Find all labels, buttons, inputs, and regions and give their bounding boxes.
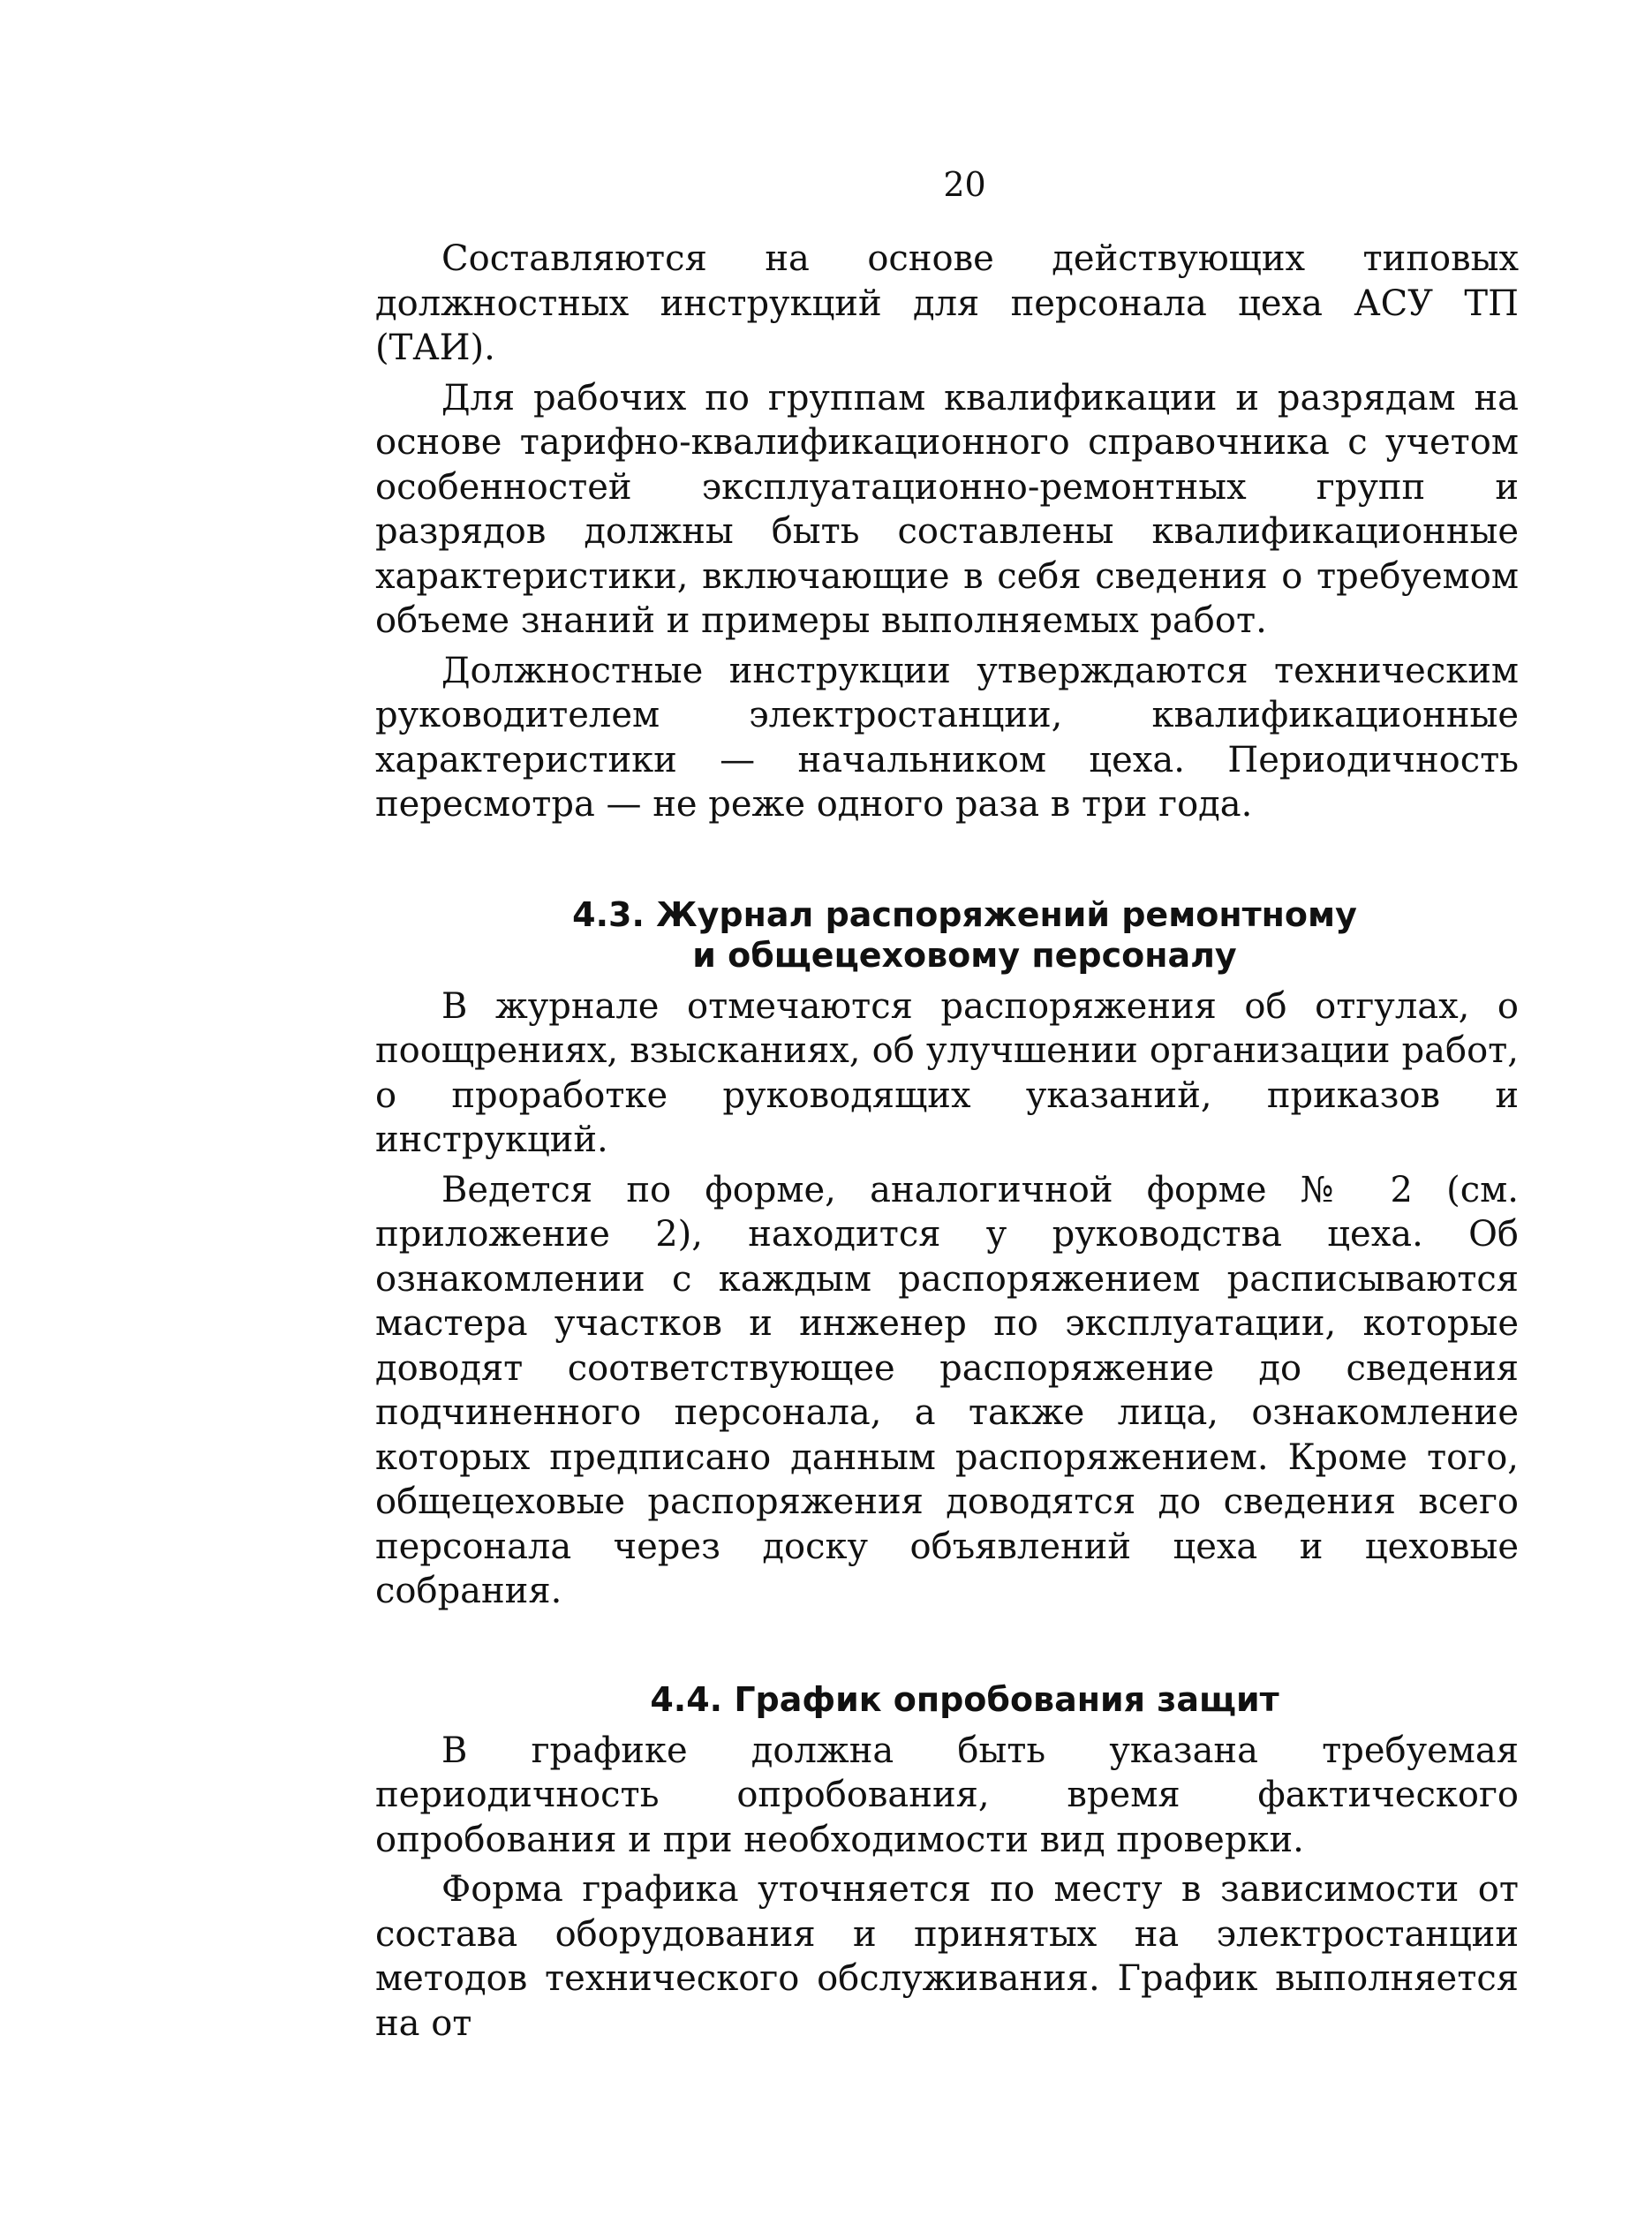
section-spacer [375, 833, 1519, 894]
section-4-4 [375, 1679, 1519, 2047]
paragraph: В журнале отмечаются распоряжения об отгулах, о поощрениях, взысканиях, об улучшении организации работ, о проработке руководящих указаний, приказов и инструкций. [375, 985, 1519, 1160]
heading-line: 4.4. График опробования защит [650, 1679, 1279, 1719]
document-page [375, 150, 1519, 2051]
section-heading-4-3 [375, 894, 1519, 976]
paragraph: В графике должна быть указана требуемая периодичность опробования, время фактического опробования и при необходимости вид проверки. [375, 1730, 1519, 1860]
paragraph: Для рабочих по группам квалификации и разрядам на основе тарифно-квалификационного справочника с учетом особенностей эксплуатационно-ремонтных групп и разрядов должны быть составлены квалификационные характеристики, включающие в себя сведения о требуемом объеме знаний и примеры выполняемых работ. [375, 377, 1519, 641]
section-4-3 [375, 894, 1519, 1614]
page-number: 20 [943, 165, 986, 204]
paragraph: Составляются на основе действующих типовых должностных инструкций для персонала цеха АСУ ТП (ТАИ). [375, 238, 1519, 368]
paragraph: Должностные инструкции утверждаются техническим руководителем электростанции, квалификационные характеристики — начальником цеха. Периодичность пересмотра — не реже одного раза в три года. [375, 650, 1519, 825]
paragraph: Ведется по форме, аналогичной форме № 2 (см. приложение 2), находится у руководства цеха. Об ознакомлении с каждым распоряжением расписываются мастера участков и инженер по эксплуатации, которые доводят соответствующее распоряжение до сведения подчиненного персонала, а также лица, ознакомление которых предписано данным распоряжением. Кроме того, общецеховые распоряжения доводятся до сведения всего персонала через доску объявлений цеха и цеховые собрания. [375, 1169, 1519, 1611]
section-spacer [375, 1619, 1519, 1679]
intro-section [375, 237, 1519, 827]
section-heading-4-4 [375, 1679, 1519, 1720]
heading-line: 4.3. Журнал распоряжений ремонтному [572, 894, 1357, 934]
paragraph: Форма графика уточняется по месту в зависимости от состава оборудования и принятых на электростанции методов технического обслуживания. График выполняется на от [375, 1869, 1519, 2044]
heading-line: и общецеховому персоналу [692, 935, 1237, 975]
